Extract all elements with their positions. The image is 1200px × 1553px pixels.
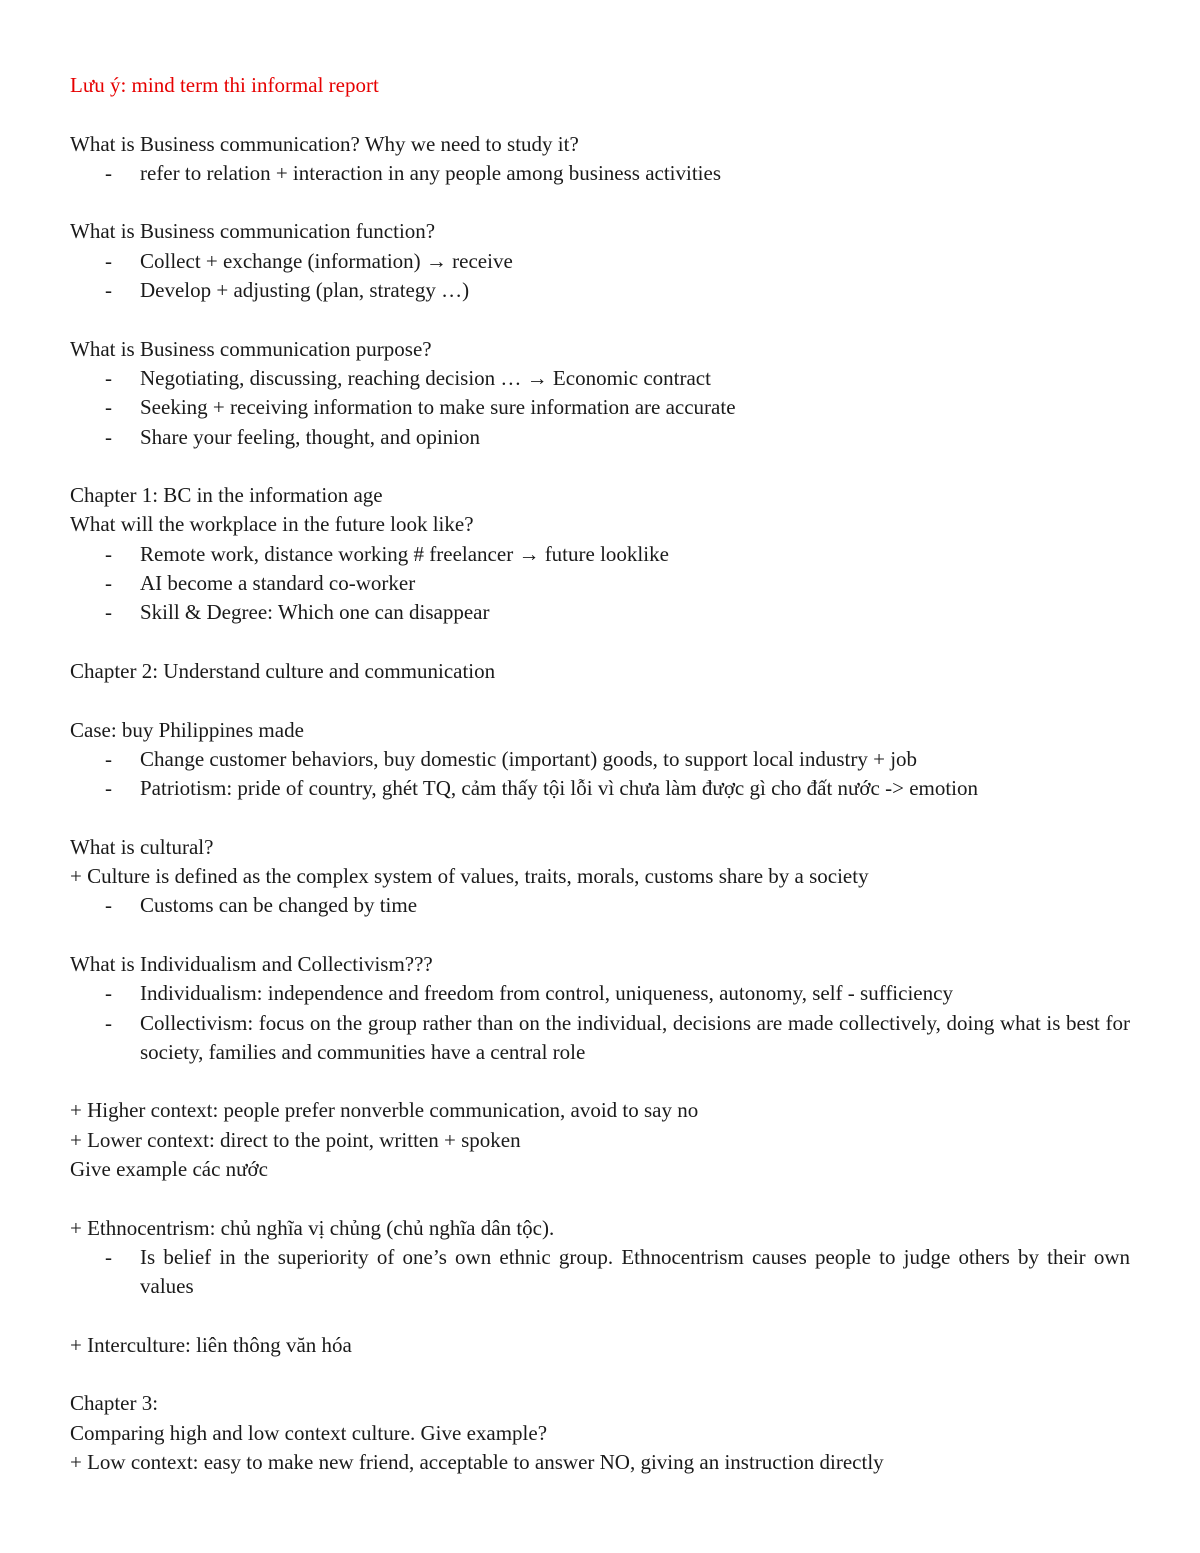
spacer — [70, 1301, 1130, 1330]
list-item-text: Remote work, distance working # freelancer → future looklike — [140, 541, 669, 566]
dash-bullet: - — [105, 1244, 112, 1269]
dash-bullet: - — [105, 746, 112, 771]
section-heading: + Ethnocentrism: chủ nghĩa vị chủng (chủ nghĩa dân tộc). — [70, 1215, 555, 1240]
dash-bullet: - — [105, 981, 112, 1006]
section-heading: What is Business communication purpose? — [70, 336, 432, 361]
spacer — [70, 803, 1130, 832]
dash-bullet: - — [105, 424, 112, 449]
section-heading: What is Business communication function? — [70, 219, 436, 244]
bullet-list — [70, 891, 1130, 920]
dash-bullet: - — [105, 541, 112, 566]
list-item — [70, 159, 1130, 188]
plus-line: + Low context: easy to make new friend, acceptable to answer NO, giving an instruction directly — [70, 1449, 884, 1474]
section-heading: What is cultural? — [70, 834, 214, 859]
list-item — [70, 247, 1130, 276]
list-item — [70, 745, 1130, 774]
chapter-title: Chapter 3: — [70, 1391, 159, 1416]
chapter-title: Chapter 2: Understand culture and communication — [70, 658, 496, 683]
list-item — [70, 276, 1130, 305]
list-item-text: refer to relation + interaction in any people among business activities — [140, 160, 721, 185]
list-item-text: Negotiating, discussing, reaching decision … → Economic contract — [140, 365, 711, 390]
bullet-list — [70, 159, 1130, 188]
list-item-text: Skill & Degree: Which one can disappear — [140, 600, 490, 625]
list-item — [70, 979, 1130, 1008]
spacer — [70, 100, 1130, 129]
list-item-text: Collectivism: focus on the group rather than on the individual, decisions are made collectively, doing what is best for society, families and communities have a central role — [140, 1010, 1130, 1064]
plus-line: + Lower context: direct to the point, written + spoken — [70, 1127, 521, 1152]
list-item — [70, 569, 1130, 598]
list-item-text: Develop + adjusting (plan, strategy …) — [140, 278, 470, 303]
dash-bullet: - — [105, 365, 112, 390]
list-item — [70, 774, 1130, 803]
bullet-list — [70, 540, 1130, 628]
list-item-text: Change customer behaviors, buy domestic (important) goods, to support local industry + job — [140, 746, 918, 771]
text-line: Comparing high and low context culture. Give example? — [70, 1420, 548, 1445]
list-item — [70, 364, 1130, 393]
list-item — [70, 891, 1130, 920]
spacer — [70, 628, 1130, 657]
spacer — [70, 1067, 1130, 1096]
dash-bullet: - — [105, 160, 112, 185]
dash-bullet: - — [105, 600, 112, 625]
list-item — [70, 598, 1130, 627]
list-item-text: Patriotism: pride of country, ghét TQ, cảm thấy tội lỗi vì chưa làm được gì cho đất nước -> emotion — [140, 776, 979, 801]
spacer — [70, 305, 1130, 334]
list-item — [70, 1243, 1130, 1302]
text-line: Give example các nước — [70, 1156, 268, 1181]
dash-bullet: - — [105, 278, 112, 303]
spacer — [70, 452, 1130, 481]
exam-note: Lưu ý: mind term thi informal report — [70, 73, 379, 97]
plus-line: + Higher context: people prefer nonverble communication, avoid to say no — [70, 1098, 699, 1123]
list-item-text: Collect + exchange (information) → receive — [140, 248, 513, 273]
list-item-text: Seeking + receiving information to make sure information are accurate — [140, 395, 736, 420]
dash-bullet: - — [105, 1010, 112, 1035]
bullet-list — [70, 1243, 1130, 1302]
spacer — [70, 1360, 1130, 1389]
list-item-text: Customs can be changed by time — [140, 893, 418, 918]
chapter-title: Chapter 1: BC in the information age — [70, 483, 383, 508]
list-item-text: AI become a standard co-worker — [140, 571, 416, 596]
section-heading: What is Individualism and Collectivism??? — [70, 951, 433, 976]
section-heading: What will the workplace in the future look like? — [70, 512, 474, 537]
list-item-text: Is belief in the superiority of one’s own ethnic group. Ethnocentrism causes people to judge others by their own values — [140, 1244, 1130, 1299]
bullet-list — [70, 979, 1130, 1067]
list-item-text: Individualism: independence and freedom from control, uniqueness, autonomy, self - sufficiency — [140, 981, 953, 1006]
plus-line: + Culture is defined as the complex system of values, traits, morals, customs share by a society — [70, 864, 869, 889]
dash-bullet: - — [105, 248, 112, 273]
bullet-list — [70, 364, 1130, 452]
list-item — [70, 540, 1130, 569]
dash-bullet: - — [105, 571, 112, 596]
spacer — [70, 1184, 1130, 1213]
list-item-text: Share your feeling, thought, and opinion — [140, 424, 481, 449]
spacer — [70, 686, 1130, 715]
bullet-list — [70, 247, 1130, 306]
list-item — [70, 1009, 1130, 1068]
dash-bullet: - — [105, 893, 112, 918]
bullet-list — [70, 745, 1130, 804]
section-heading: What is Business communication? Why we need to study it? — [70, 131, 579, 156]
dash-bullet: - — [105, 776, 112, 801]
spacer — [70, 188, 1130, 217]
section-heading: Case: buy Philippines made — [70, 717, 304, 742]
list-item — [70, 393, 1130, 422]
section-heading: + Interculture: liên thông văn hóa — [70, 1332, 352, 1357]
list-item — [70, 423, 1130, 452]
spacer — [70, 921, 1130, 950]
dash-bullet: - — [105, 395, 112, 420]
